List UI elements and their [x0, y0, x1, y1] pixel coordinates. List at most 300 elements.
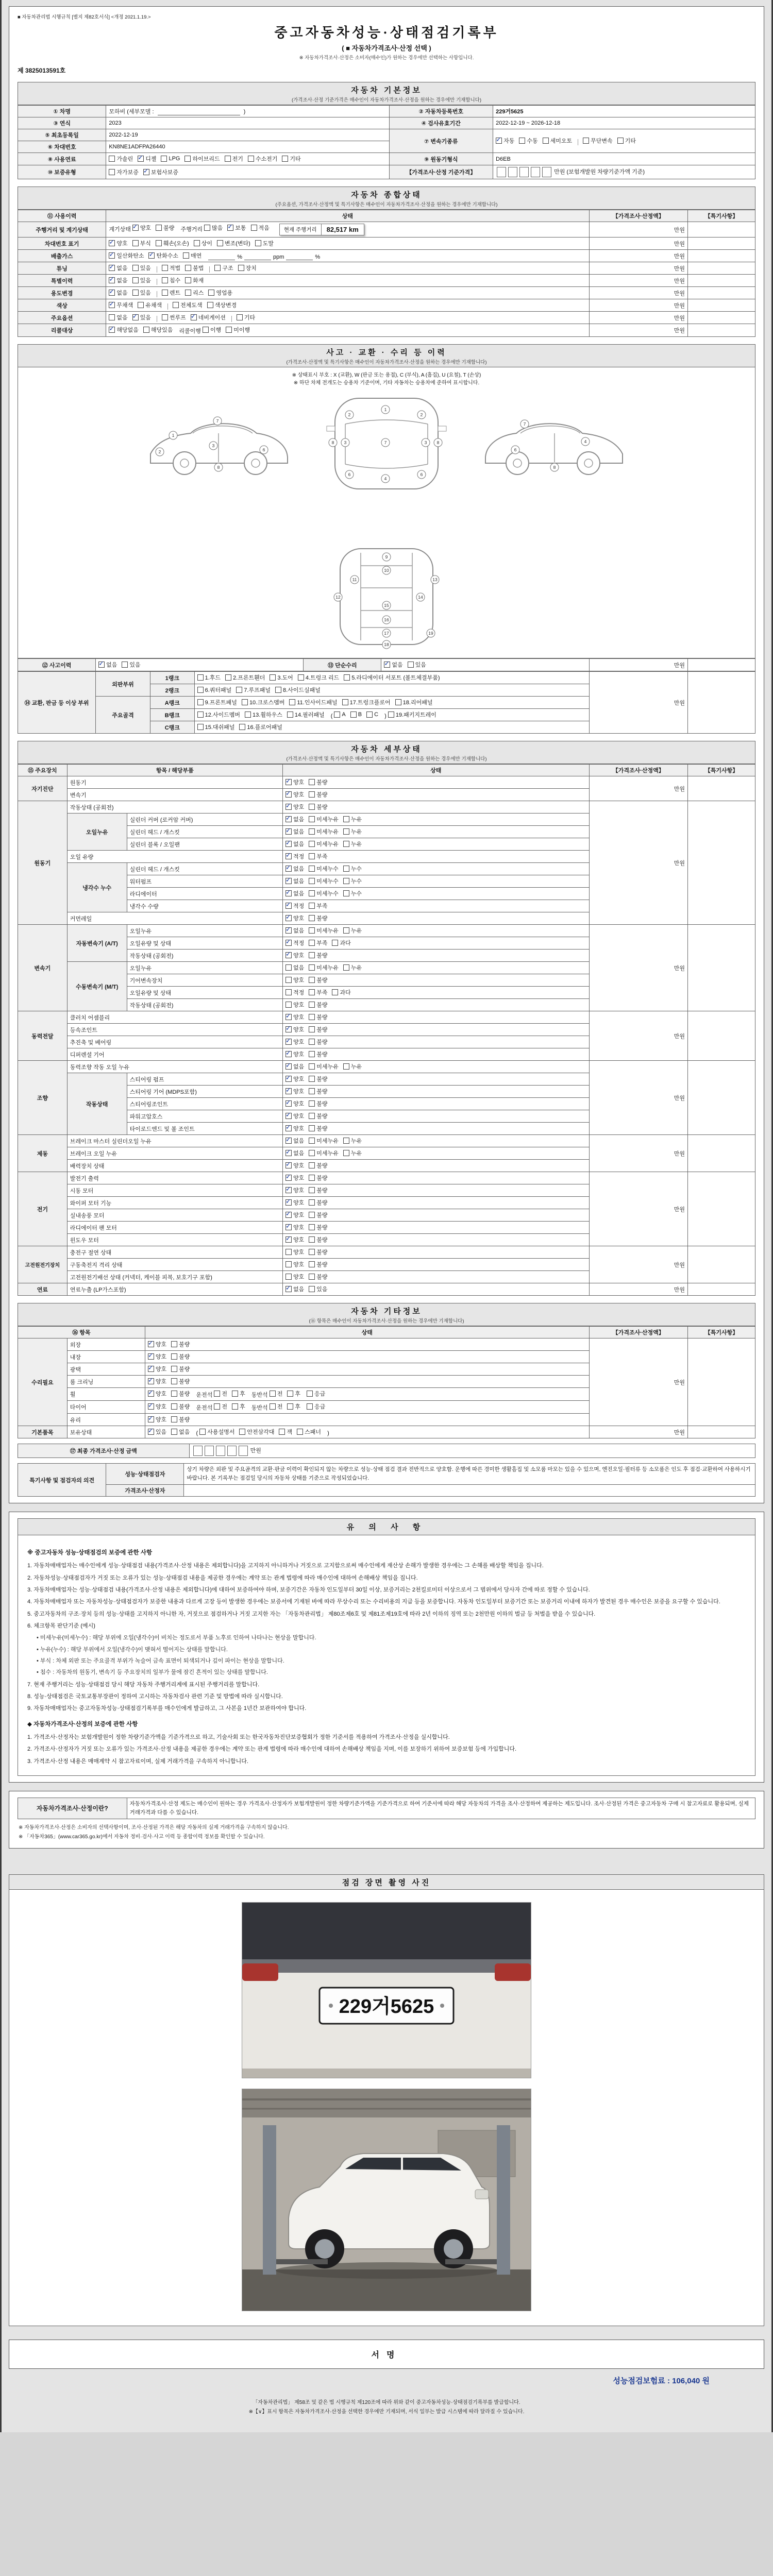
checkbox-box-icon: [132, 240, 139, 246]
checkbox-unchecked[interactable]: 불량: [309, 803, 327, 811]
checkbox-box-icon: [171, 1366, 177, 1372]
checkbox-box-icon: [309, 1014, 315, 1020]
checkbox-unchecked[interactable]: 누유: [343, 840, 362, 848]
checkbox-unchecked[interactable]: 부족: [309, 988, 327, 996]
checkbox-unchecked[interactable]: 적정: [285, 988, 304, 996]
checkbox-unchecked[interactable]: 불량: [309, 1186, 327, 1194]
checkbox-unchecked[interactable]: 리스: [185, 289, 204, 297]
checkbox-unchecked[interactable]: 19.패키지트레이: [388, 710, 436, 719]
checkbox-unchecked[interactable]: 부족: [309, 939, 327, 947]
checkbox-checked[interactable]: ✓ 양호: [285, 1013, 304, 1021]
cell: [127, 888, 282, 900]
checkbox-unchecked[interactable]: 무단변속: [583, 137, 613, 145]
checkbox-unchecked[interactable]: 수소전기: [248, 155, 278, 163]
checkbox-unchecked[interactable]: 적법: [162, 264, 180, 272]
cell: [67, 1222, 282, 1234]
text: 실린더 헤드 / 개스킷: [129, 866, 180, 873]
checkbox-unchecked[interactable]: 있음: [132, 276, 151, 284]
signature-box[interactable]: 서명: [9, 2340, 764, 2369]
section-detail-header: [18, 741, 755, 764]
table-row: [18, 222, 755, 238]
svg-text:9: 9: [385, 554, 388, 560]
cell: [106, 222, 589, 238]
checkbox-unchecked[interactable]: 불량: [309, 1025, 327, 1033]
cell: [184, 1485, 755, 1497]
text: 만원: [674, 315, 685, 321]
checkbox-unchecked[interactable]: 전: [270, 1389, 283, 1398]
checkbox-unchecked[interactable]: 누유: [343, 963, 362, 972]
checkbox-box-icon: [309, 1150, 315, 1156]
checkbox-checked[interactable]: ✓ 무채색: [109, 301, 133, 309]
section-overall-title: 자동차 종합상태: [351, 191, 422, 199]
checkbox-box-icon: [171, 1429, 177, 1435]
checkbox-box-icon: [191, 314, 197, 320]
header-cell: [18, 801, 68, 925]
checkbox-unchecked[interactable]: 과다: [332, 939, 350, 947]
checkbox-unchecked[interactable]: 전체도색: [173, 301, 203, 309]
checkbox-checked[interactable]: ✓ 양호: [285, 1174, 304, 1182]
cell: [67, 1160, 282, 1172]
checkbox-checked[interactable]: ✓ 양호: [285, 951, 304, 959]
checkbox-unchecked[interactable]: 색상변경: [207, 301, 237, 309]
checkbox-unchecked[interactable]: 불량: [171, 1365, 190, 1373]
checkbox-checked[interactable]: ✓ 적정: [285, 902, 304, 910]
checkbox-unchecked[interactable]: 불량: [309, 1112, 327, 1120]
checkbox-unchecked[interactable]: 잭: [279, 1428, 292, 1436]
checkbox-unchecked[interactable]: 3.도어: [270, 673, 293, 682]
checkbox-checked[interactable]: ✓ 없음: [285, 1062, 304, 1071]
checkbox-checked[interactable]: ✓ 양호: [285, 1087, 304, 1095]
notice-line: 8. 성능·상태점검은 국토교통부장관이 정하여 고시하는 자동차검사 관련 기준 및 방법에 따라 실시합니다.: [27, 1693, 283, 1700]
checkbox-unchecked[interactable]: 기타: [237, 313, 255, 321]
checkbox-checked[interactable]: ✓ 양호: [285, 1038, 304, 1046]
text: 【가격조사·산정 기준가격】: [406, 170, 476, 176]
checkbox-unchecked[interactable]: 없음: [109, 313, 127, 321]
checkbox-unchecked[interactable]: 매연: [183, 251, 201, 260]
checkbox-unchecked[interactable]: 응급: [307, 1389, 325, 1398]
checkbox-unchecked[interactable]: 불량: [309, 1211, 327, 1219]
checkbox-unchecked[interactable]: 5.라디에이터 서포트 (볼트체결부품): [344, 673, 440, 682]
checkbox-checked[interactable]: ✓ 적정: [285, 939, 304, 947]
checkbox-checked[interactable]: ✓ 없음: [285, 889, 304, 897]
checkbox-unchecked[interactable]: 양호: [285, 1273, 304, 1281]
checkbox-checked[interactable]: ✓ 양호: [285, 778, 304, 786]
checkbox-box-icon: [309, 927, 315, 934]
checkbox-unchecked[interactable]: 양호: [285, 1260, 304, 1268]
checkbox-unchecked[interactable]: 미세누수: [309, 877, 339, 885]
checkbox-box-icon: [225, 156, 231, 162]
checkbox-unchecked[interactable]: 누수: [343, 877, 362, 885]
checkbox-unchecked[interactable]: 불량: [171, 1415, 190, 1423]
checkbox-checked[interactable]: ✓ 디젤: [138, 155, 156, 163]
checkbox-unchecked[interactable]: 없음: [171, 1428, 190, 1436]
checkbox-unchecked[interactable]: 누수: [343, 889, 362, 897]
checkbox-unchecked[interactable]: 후: [232, 1389, 245, 1398]
checkbox-unchecked[interactable]: 미이행: [226, 326, 250, 334]
checkbox-unchecked[interactable]: 8.사이드실패널: [275, 686, 321, 694]
checkbox-unchecked[interactable]: 양호: [285, 976, 304, 984]
checkbox-box-icon: [122, 662, 128, 668]
checkbox-box-icon: [309, 1286, 315, 1292]
checkbox-unchecked[interactable]: 후: [287, 1402, 300, 1411]
svg-text:10: 10: [384, 568, 389, 573]
checkbox-box-icon: [109, 290, 115, 296]
checkbox-checked[interactable]: ✓ 양호: [285, 790, 304, 799]
checkbox-unchecked[interactable]: 변조(변타): [217, 239, 250, 247]
checkbox-unchecked[interactable]: 응급: [307, 1402, 325, 1411]
checkbox-unchecked[interactable]: 불량: [309, 1260, 327, 1268]
cell: [106, 262, 589, 275]
checkbox-unchecked[interactable]: 있음: [122, 660, 140, 669]
checkbox-unchecked[interactable]: 14.필러패널: [287, 710, 325, 719]
cell: [687, 1283, 755, 1296]
checkbox-box-icon: [148, 1366, 154, 1372]
checkbox-unchecked[interactable]: 부족: [309, 902, 327, 910]
checkbox-checked[interactable]: ✓ 보험사보증: [143, 168, 178, 176]
checkbox-unchecked[interactable]: 수동: [519, 137, 537, 145]
checkbox-unchecked[interactable]: 스패너: [297, 1428, 321, 1436]
checkbox-unchecked[interactable]: 전기: [225, 155, 243, 163]
text: 냉각수 누수: [82, 885, 112, 891]
header-cell: [18, 1338, 68, 1426]
checkbox-unchecked[interactable]: 불량: [309, 1273, 327, 1281]
svg-text:2: 2: [158, 449, 161, 455]
checkbox-unchecked[interactable]: 11.인사이드패널: [289, 698, 337, 706]
checkbox-unchecked[interactable]: 16.플로어패널: [239, 723, 282, 731]
checkbox-checked[interactable]: ✓ 없음: [285, 1285, 304, 1293]
checkbox-unchecked[interactable]: 상이: [194, 239, 212, 247]
checkbox-checked[interactable]: ✓ 양호: [285, 1099, 304, 1108]
text: 조향: [37, 1095, 48, 1101]
checkbox-unchecked[interactable]: 불량: [309, 1099, 327, 1108]
checkbox-unchecked[interactable]: 후: [287, 1389, 300, 1398]
checkbox-unchecked[interactable]: 불량: [309, 914, 327, 922]
checkbox-checked[interactable]: ✓ 양호: [109, 239, 127, 247]
checkbox-box-icon: [197, 699, 204, 705]
checkbox-unchecked[interactable]: 2.프론트휀더: [225, 673, 265, 682]
checkbox-unchecked[interactable]: 양호: [285, 1001, 304, 1009]
checkbox-checked[interactable]: ✓ 일산화탄소: [109, 251, 144, 260]
checkbox-unchecked[interactable]: LPG: [161, 156, 180, 162]
checkbox-unchecked[interactable]: 이행: [203, 326, 221, 334]
checkbox-unchecked[interactable]: 불량: [309, 1038, 327, 1046]
checkbox-box-icon: [309, 964, 315, 971]
checkbox-unchecked[interactable]: 불량: [309, 1087, 327, 1095]
checkbox-checked[interactable]: ✓ 양호: [148, 1365, 166, 1373]
checkbox-unchecked[interactable]: 미세누유: [309, 815, 339, 823]
checkbox-box-icon: [285, 1014, 292, 1020]
checkbox-unchecked[interactable]: C: [366, 711, 378, 718]
checkbox-unchecked[interactable]: 미세누유: [309, 1137, 339, 1145]
checkbox-checked[interactable]: ✓ 없음: [109, 276, 127, 284]
header-cell: [18, 672, 96, 734]
checkbox-unchecked[interactable]: 전: [214, 1402, 227, 1411]
cell: [127, 863, 282, 875]
checkbox-checked[interactable]: ✓ 양호: [285, 1050, 304, 1058]
checkbox-checked[interactable]: ✓ 양호: [148, 1402, 166, 1411]
checkbox-checked[interactable]: ✓ 없음: [285, 840, 304, 848]
notice-line: • 미세누유(미세누수) : 해당 부위에 오일(냉각수)이 비치는 정도로서 부품 노후로 인하여 나타나는 현상을 말합니다.: [37, 1635, 316, 1641]
checkbox-unchecked[interactable]: 양호: [285, 1248, 304, 1256]
checkbox-box-icon: [309, 1039, 315, 1045]
checkbox-checked[interactable]: ✓ 없음: [384, 660, 402, 669]
text: 만원: [674, 227, 685, 233]
cell: [106, 165, 389, 179]
checkbox-unchecked[interactable]: 불량: [309, 1075, 327, 1083]
checkbox-unchecked[interactable]: 불량: [309, 778, 327, 786]
svg-text:7: 7: [523, 421, 526, 427]
checkbox-unchecked[interactable]: 미세누유: [309, 1149, 339, 1157]
text: 만원: [674, 241, 685, 247]
cell: [687, 801, 755, 925]
checkbox-unchecked[interactable]: 불량: [156, 224, 174, 232]
checkbox-unchecked[interactable]: 1.후드: [197, 673, 221, 682]
text: 리콜대상: [51, 328, 73, 334]
checkbox-checked[interactable]: ✓ 없음: [109, 264, 127, 272]
checkbox-unchecked[interactable]: 있음: [309, 1285, 327, 1293]
checkbox-unchecked[interactable]: 썬루프: [162, 313, 186, 321]
checkbox-checked[interactable]: ✓ 양호: [132, 224, 151, 232]
cell: [687, 299, 755, 312]
cell: [67, 1234, 282, 1246]
checkbox-checked[interactable]: ✓ 없음: [109, 289, 127, 297]
checkbox-unchecked[interactable]: A: [334, 711, 345, 718]
text: 만원: [674, 786, 685, 792]
checkbox-unchecked[interactable]: 누유: [343, 1062, 362, 1071]
checkbox-unchecked[interactable]: 미세누유: [309, 963, 339, 972]
cell: [127, 1098, 282, 1110]
table-row: [18, 672, 755, 684]
checkbox-checked[interactable]: ✓ 네비게이션: [191, 313, 226, 321]
checkbox-unchecked[interactable]: 안전삼각대: [239, 1428, 274, 1436]
amount-digit-box: [193, 1446, 203, 1456]
detail-state-table-wrap: [18, 764, 755, 1296]
checkbox-checked[interactable]: ✓ 양호: [148, 1389, 166, 1398]
checkbox-unchecked[interactable]: 세미오토: [543, 137, 573, 145]
checkbox-checked[interactable]: ✓ 탄화수소: [148, 251, 178, 260]
checkbox-checked[interactable]: ✓ 보통: [227, 224, 246, 232]
checkbox-unchecked[interactable]: 도말: [255, 239, 274, 247]
blank-underline: [158, 109, 240, 115]
checkbox-unchecked[interactable]: 불량: [309, 1001, 327, 1009]
checkbox-unchecked[interactable]: 누유: [343, 1137, 362, 1145]
checkbox-checked[interactable]: ✓ 양호: [148, 1415, 166, 1423]
checkbox-checked[interactable]: ✓ 양호: [285, 1124, 304, 1132]
checkbox-checked[interactable]: ✓ 양호: [148, 1340, 166, 1348]
header-cell: [304, 659, 381, 671]
checkbox-checked[interactable]: ✓ 없음: [285, 926, 304, 935]
checkbox-unchecked[interactable]: 17.트렁크플로어: [342, 698, 391, 706]
checkbox-unchecked[interactable]: 있음: [408, 660, 426, 669]
checkbox-box-icon: [148, 252, 155, 259]
checkbox-unchecked[interactable]: 침수: [162, 276, 180, 284]
cell: [282, 863, 589, 875]
checkbox-checked[interactable]: ✓ 양호: [285, 1235, 304, 1244]
checkbox-unchecked[interactable]: 불량: [171, 1402, 190, 1411]
checkbox-checked[interactable]: ✓ 있음: [148, 1428, 166, 1436]
checkbox-unchecked[interactable]: 9.프론트패널: [197, 698, 237, 706]
checkbox-unchecked[interactable]: 미세누수: [309, 865, 339, 873]
checkbox-box-icon: [309, 940, 315, 946]
svg-text:17: 17: [384, 631, 389, 636]
checkbox-unchecked[interactable]: 7.루프패널: [236, 686, 271, 694]
checkbox-unchecked[interactable]: 4.트렁크 리드: [298, 673, 339, 682]
cell: [184, 1464, 755, 1485]
checkbox-unchecked[interactable]: 불량: [309, 1198, 327, 1207]
text: 만원: [674, 1286, 685, 1293]
checkbox-unchecked[interactable]: 장치: [238, 264, 257, 272]
checkbox-unchecked[interactable]: 전: [214, 1389, 227, 1398]
checkbox-unchecked[interactable]: 6.쿼터패널: [197, 686, 232, 694]
checkbox-checked[interactable]: ✓ 있음: [132, 313, 151, 321]
cell: [589, 1338, 687, 1426]
checkbox-unchecked[interactable]: 렌트: [162, 289, 180, 297]
checkbox-checked[interactable]: ✓ 없음: [285, 1137, 304, 1145]
checkbox-unchecked[interactable]: 유채색: [138, 301, 162, 309]
checkbox-unchecked[interactable]: 기타: [617, 137, 636, 145]
checkbox-unchecked[interactable]: 과다: [332, 988, 350, 996]
cell: [282, 851, 589, 863]
checkbox-unchecked[interactable]: 기타: [282, 155, 300, 163]
checkbox-unchecked[interactable]: 불법: [185, 264, 204, 272]
checkbox-unchecked[interactable]: 부족: [309, 852, 327, 860]
checkbox-unchecked[interactable]: 18.리어패널: [395, 698, 433, 706]
checkbox-unchecked[interactable]: 불량: [309, 1050, 327, 1058]
checkbox-unchecked[interactable]: 미세누유: [309, 840, 339, 848]
text: 상태: [342, 213, 354, 219]
text: 라디에이터 팬 모터: [70, 1225, 117, 1231]
text: 변속기: [70, 792, 87, 799]
checkbox-box-icon: [237, 314, 243, 320]
text: 기본품목: [31, 1429, 54, 1436]
checkbox-unchecked[interactable]: 누유: [343, 815, 362, 823]
checkbox-checked[interactable]: ✓ 없음: [285, 1149, 304, 1157]
checkbox-unchecked[interactable]: 많음: [204, 224, 223, 232]
checkbox-unchecked[interactable]: 12.사이드멤버: [197, 710, 240, 719]
checkbox-checked[interactable]: ✓ 양호: [285, 1211, 304, 1219]
checkbox-unchecked[interactable]: 불량: [171, 1340, 190, 1348]
checkbox-box-icon: [217, 240, 223, 246]
checkbox-unchecked[interactable]: 화재: [185, 276, 204, 284]
checkbox-unchecked[interactable]: 해당있음: [143, 326, 173, 334]
checkbox-box-icon: [285, 1138, 292, 1144]
checkbox-unchecked[interactable]: 불량: [309, 1174, 327, 1182]
header-cell: [18, 210, 106, 222]
checkbox-checked[interactable]: ✓ 양호: [148, 1352, 166, 1361]
checkbox-unchecked[interactable]: 구조: [214, 264, 233, 272]
checkbox-checked[interactable]: ✓ 양호: [285, 1025, 304, 1033]
checkbox-unchecked[interactable]: 전: [270, 1402, 283, 1411]
checkbox-unchecked[interactable]: 없음: [285, 963, 304, 972]
checkbox-checked[interactable]: ✓ 양호: [285, 914, 304, 922]
checkbox-unchecked[interactable]: 가솔린: [109, 155, 133, 163]
checkbox-checked[interactable]: ✓ 적정: [285, 852, 304, 860]
checkbox-checked[interactable]: ✓ 양호: [148, 1377, 166, 1385]
checkbox-unchecked[interactable]: 불량: [309, 976, 327, 984]
checkbox-checked[interactable]: ✓ 양호: [285, 1186, 304, 1194]
checkbox-checked[interactable]: ✓ 양호: [285, 1198, 304, 1207]
checkbox-unchecked[interactable]: 영업용: [208, 289, 232, 297]
checkbox-unchecked[interactable]: 사용설명서: [199, 1428, 234, 1436]
checkbox-unchecked[interactable]: 누유: [343, 827, 362, 836]
cell: [194, 672, 589, 684]
svg-text:19: 19: [428, 631, 433, 636]
checkbox-unchecked[interactable]: 불량: [171, 1389, 190, 1398]
checkbox-checked[interactable]: ✓ 없음: [285, 827, 304, 836]
checkbox-unchecked[interactable]: 누유: [343, 926, 362, 935]
cell: [493, 165, 755, 179]
checkbox-unchecked[interactable]: 누수: [343, 865, 362, 873]
checkbox-unchecked[interactable]: 불량: [171, 1377, 190, 1385]
checkbox-unchecked[interactable]: 있음: [132, 289, 151, 297]
checkbox-box-icon: [171, 1416, 177, 1422]
checkbox-unchecked[interactable]: 13.휠하우스: [245, 710, 282, 719]
text: 오일누유: [129, 928, 152, 935]
checkbox-unchecked[interactable]: 미세누수: [309, 889, 339, 897]
checkbox-unchecked[interactable]: 적음: [251, 224, 270, 232]
checkbox-unchecked[interactable]: 불량: [309, 951, 327, 959]
checkbox-checked[interactable]: ✓ 자동: [496, 137, 514, 145]
notice-line: 1. 자동차매매업자는 매수인에게 성능·상태점검 내용(가격조사·산정 내용은 제외합니다)을 고지하지 아니하거나 거짓으로 고지함으로써 매수인에게 재산상 손해가 발생한 경우에는 그 손해를 배상할 책임을 집니다.: [27, 1563, 544, 1569]
checkbox-unchecked[interactable]: 불량: [309, 790, 327, 799]
header-cell: [106, 1485, 184, 1497]
notice-line: • 부식 : 차체 외판 또는 주요골격 부위가 녹슬어 금속 표면이 퇴색되거나 깊이 파이는 현상을 말합니다.: [37, 1658, 284, 1665]
notice-line: 2. 자동차성능·상태점검자가 거짓 또는 오류가 있는 성능·상태점검 내용을 제공한 경우에는 계약 또는 관계 법령에 따라 매수인에 대하여 손해배상 책임을 집니다.: [27, 1574, 418, 1581]
checkbox-unchecked[interactable]: 15.대쉬패널: [197, 723, 235, 731]
checkbox-unchecked[interactable]: 있음: [132, 264, 151, 272]
notice-line: ※ 중고자동차 성능·상태점검의 보증에 관한 사항: [27, 1550, 153, 1556]
checkbox-unchecked[interactable]: 후: [232, 1402, 245, 1411]
checkbox-checked[interactable]: ✓ 양호: [285, 1112, 304, 1120]
checkbox-box-icon: [343, 964, 349, 971]
cell: [493, 117, 755, 129]
checkbox-unchecked[interactable]: 불량: [309, 1161, 327, 1170]
checkbox-box-icon: [109, 327, 115, 333]
checkbox-unchecked[interactable]: 자가보증: [109, 168, 139, 176]
checkbox-box-icon: [309, 1274, 315, 1280]
checkbox-checked[interactable]: ✓ 양호: [285, 1075, 304, 1083]
checkbox-unchecked[interactable]: 불량: [309, 1248, 327, 1256]
cell: [67, 1351, 145, 1363]
checkbox-unchecked[interactable]: B: [350, 711, 362, 718]
checkbox-unchecked[interactable]: 10.크로스멤버: [242, 698, 284, 706]
checkbox-box-icon: [98, 662, 105, 668]
checkbox-unchecked[interactable]: 불량: [309, 1124, 327, 1132]
checkbox-unchecked[interactable]: 부식: [132, 239, 151, 247]
checkbox-unchecked[interactable]: 누유: [343, 1149, 362, 1157]
checkbox-unchecked[interactable]: 미세누유: [309, 1062, 339, 1071]
checkbox-unchecked[interactable]: 불량: [309, 1223, 327, 1231]
checkbox-unchecked[interactable]: 불량: [171, 1352, 190, 1361]
checkbox-unchecked[interactable]: 하이브리드: [184, 155, 220, 163]
checkbox-unchecked[interactable]: 미세누유: [309, 827, 339, 836]
checkbox-checked[interactable]: ✓ 없음: [98, 660, 117, 669]
checkbox-checked[interactable]: ✓ 해당없음: [109, 326, 139, 334]
checkbox-checked[interactable]: ✓ 없음: [285, 815, 304, 823]
checkbox-box-icon: [148, 1391, 154, 1397]
checkbox-checked[interactable]: ✓ 양호: [285, 1223, 304, 1231]
checkbox-unchecked[interactable]: 미세누유: [309, 926, 339, 935]
checkbox-unchecked[interactable]: 불량: [309, 1235, 327, 1244]
checkbox-checked[interactable]: ✓ 양호: [285, 1161, 304, 1170]
text: 만원: [674, 253, 685, 260]
checkbox-checked[interactable]: ✓ 없음: [285, 865, 304, 873]
checkbox-unchecked[interactable]: 불량: [309, 1013, 327, 1021]
odometer-value: 82,517 km: [326, 226, 359, 233]
checkbox-checked[interactable]: ✓ 양호: [285, 803, 304, 811]
checkbox-checked[interactable]: ✓ 없음: [285, 877, 304, 885]
checkbox-unchecked[interactable]: 훼손(오손): [156, 239, 189, 247]
